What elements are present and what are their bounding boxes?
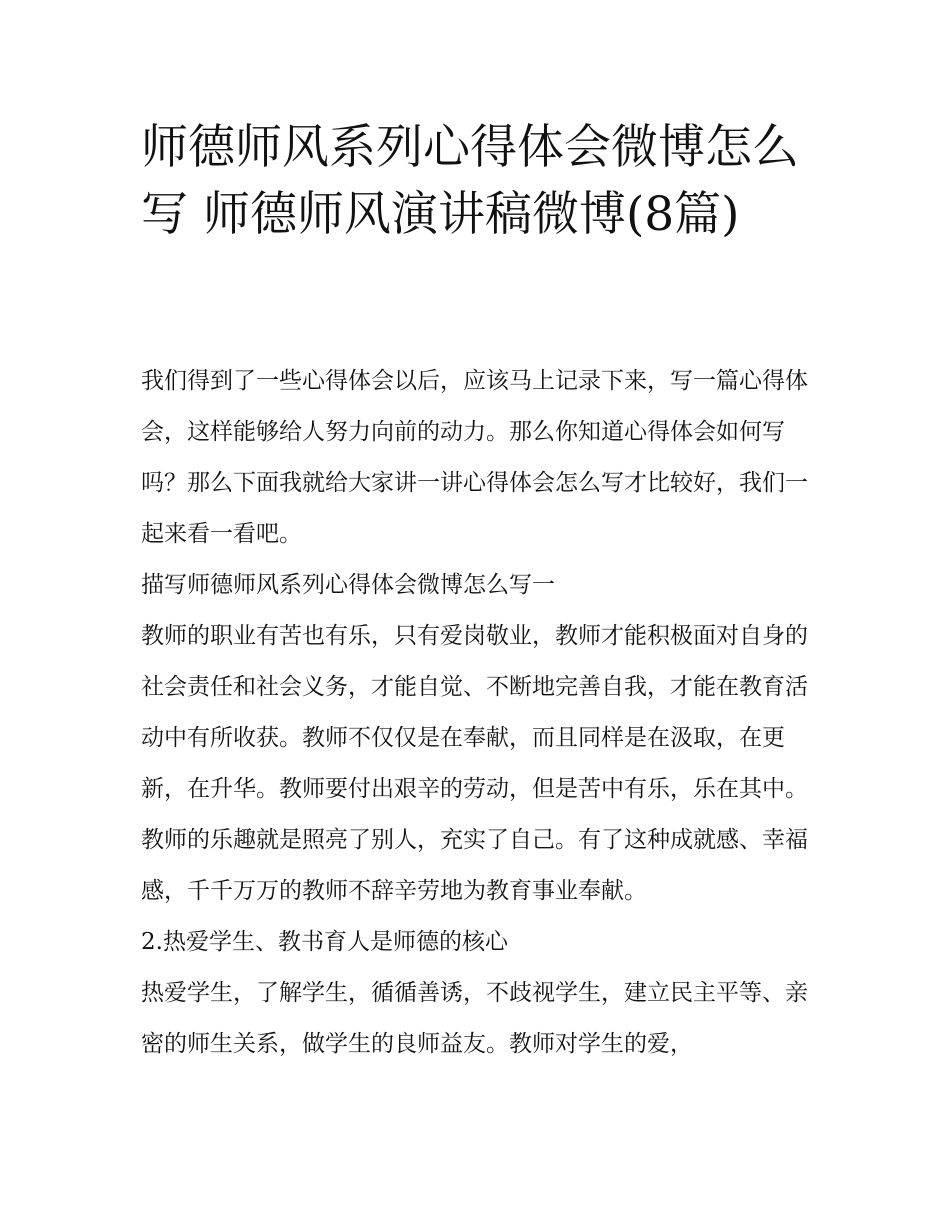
document-body [141, 356, 821, 1070]
body-paragraph: 热爱学生，了解学生，循循善诱，不歧视学生，建立民主平等、亲密的师生关系，做学生的良师益友。教师对学生的爱， [141, 980, 808, 1057]
numbered-heading: 2.热爱学生、教书育人是师德的核心 [141, 929, 508, 955]
section-heading: 描写师德师风系列心得体会微博怎么写一 [141, 572, 555, 598]
body-paragraph: 教师的职业有苦也有乐，只有爱岗敬业，教师才能积极面对自身的社会责任和社会义务，才能自觉、不断地完善自我，才能在教育活动中有所收获。教师不仅仅是在奉献，而且同样是在汲取，在更新，在升华。教师要付出艰辛的劳动，但是苦中有乐，乐在其中。教师的乐趣就是照亮了别人，充实了自己。有了这种成就感、幸福感，千千万万的教师不辞辛劳地为教育事业奉献。 [141, 623, 808, 904]
intro-paragraph: 我们得到了一些心得体会以后，应该马上记录下来，写一篇心得体会，这样能够给人努力向前的动力。那么你知道心得体会如何写吗？那么下面我就给大家讲一讲心得体会怎么写才比较好，我们一起来看一看吧。 [141, 368, 808, 547]
document-title: 师德师风系列心得体会微博怎么写 师德师风演讲稿微博(8篇) [141, 120, 799, 242]
